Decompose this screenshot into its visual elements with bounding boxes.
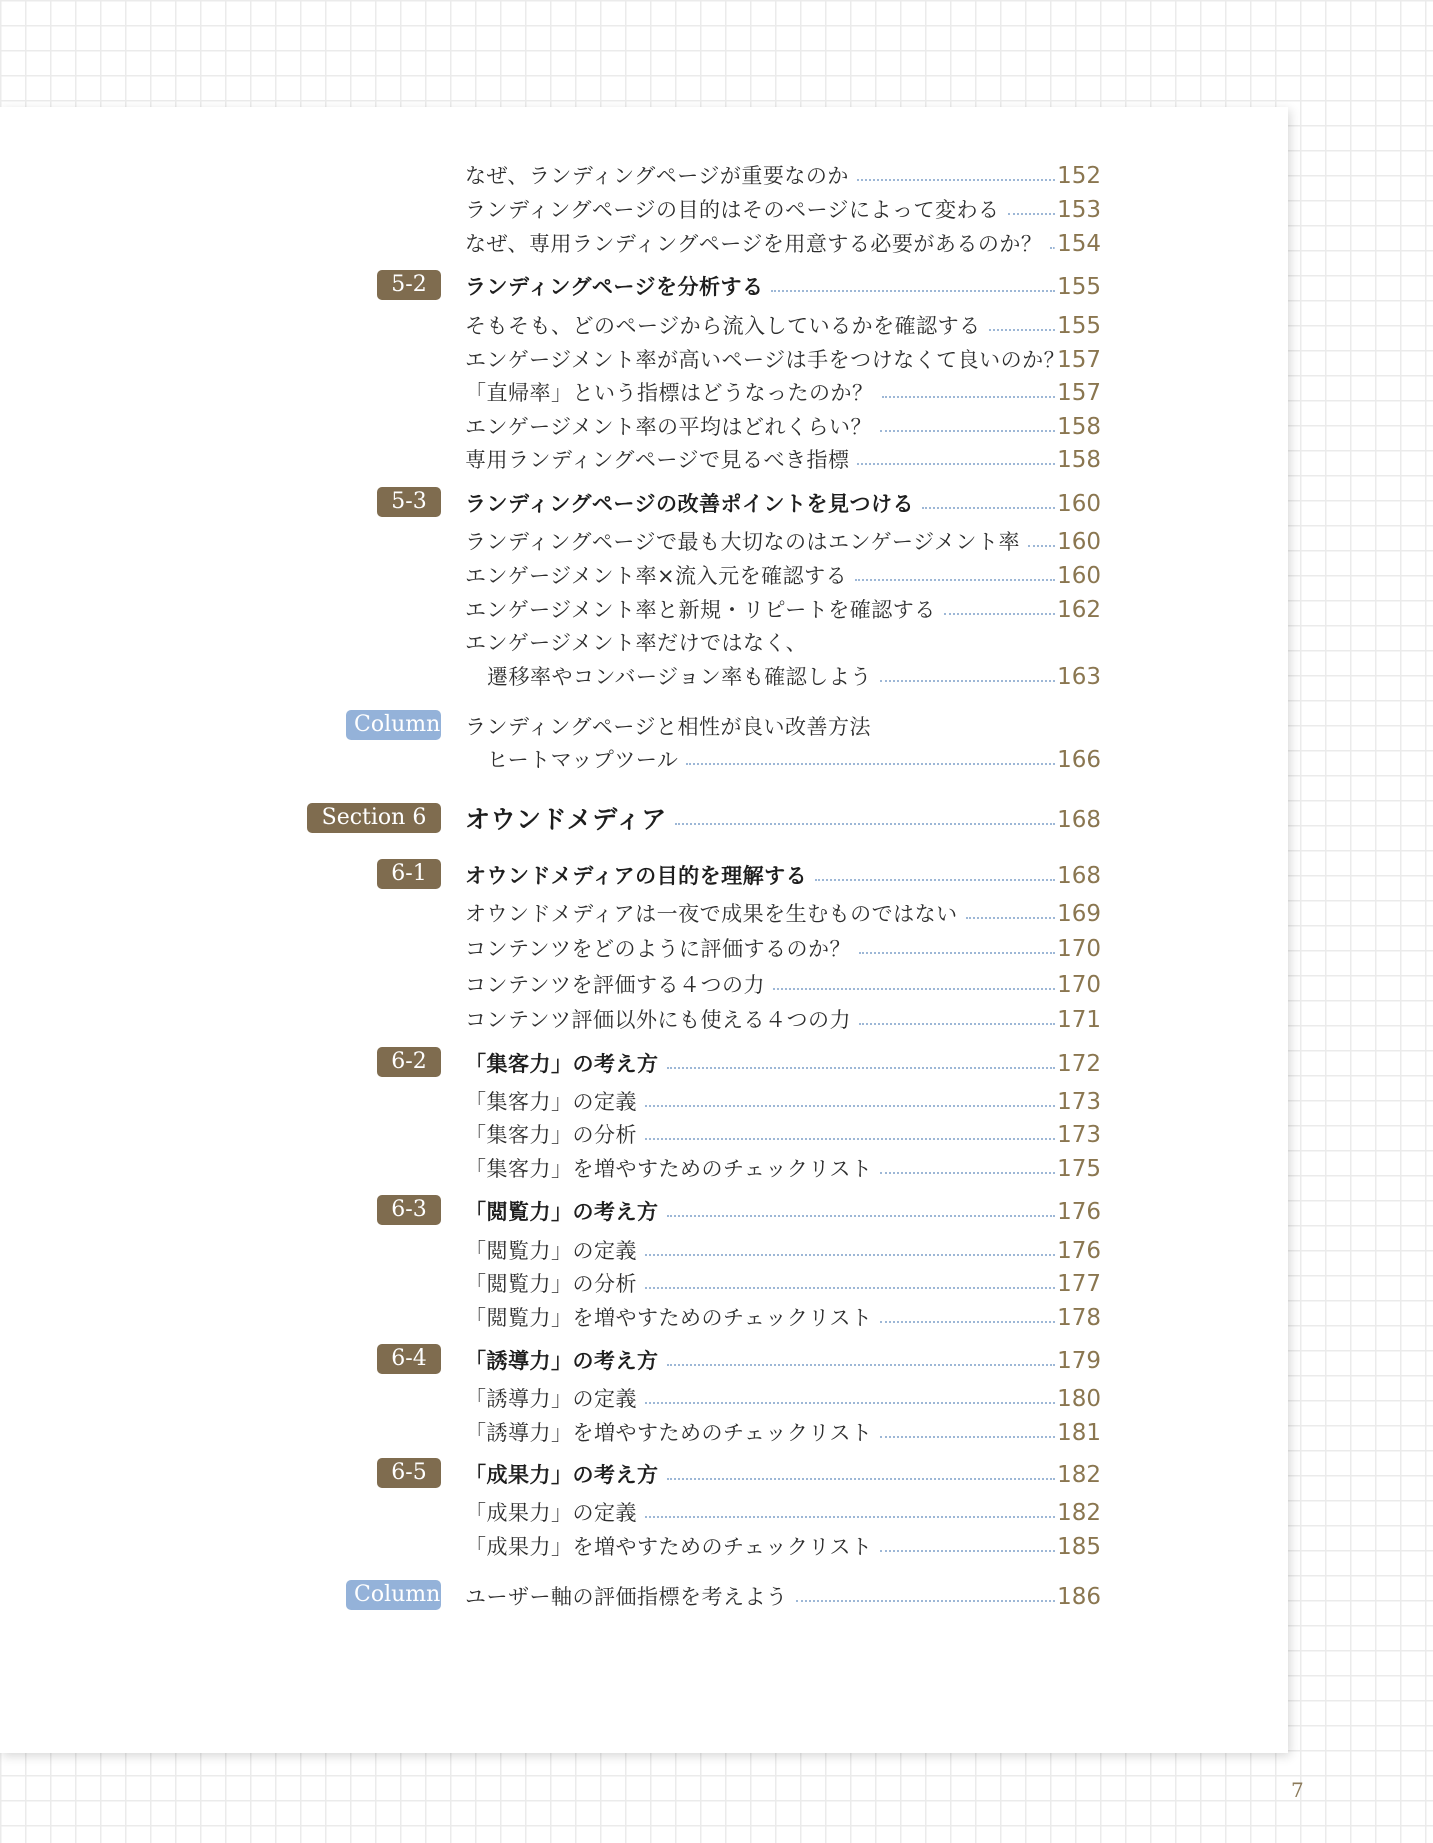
toc-entry-row xyxy=(0,376,1288,410)
toc-entry-title: 「成果力」の定義 xyxy=(465,1501,637,1525)
toc-entry-row xyxy=(0,227,1288,261)
dot-leader xyxy=(859,1023,1055,1025)
dot-leader xyxy=(675,823,1055,825)
toc-page-number: 177 xyxy=(1057,1271,1101,1297)
toc-page-number: 166 xyxy=(1057,747,1101,773)
dot-leader xyxy=(667,1478,1055,1480)
dot-leader xyxy=(882,396,1055,398)
toc-entry-title: エンゲージメント率と新規・リピートを確認する xyxy=(465,598,936,622)
toc-entry-row xyxy=(0,1301,1288,1335)
toc-entry-title: ランディングページを分析する xyxy=(465,275,764,299)
toc-page-number: 176 xyxy=(1057,1199,1101,1225)
dot-leader xyxy=(1008,213,1055,215)
dot-leader xyxy=(773,988,1055,990)
toc-entry-title: エンゲージメント率×流入元を確認する xyxy=(465,564,848,588)
toc-heading-row xyxy=(0,487,1288,521)
toc-page-number: 154 xyxy=(1057,231,1101,257)
chapter-number-badge: 6-1 xyxy=(377,859,441,889)
toc-heading-row xyxy=(0,859,1288,893)
toc-page-number: 162 xyxy=(1057,597,1101,623)
toc-entry-title: 専用ランディングページで見るべき指標 xyxy=(465,448,850,472)
toc-entry-title: なぜ、専用ランディングページを用意する必要があるのか？ xyxy=(465,232,1043,256)
dot-leader xyxy=(815,879,1055,881)
table-of-contents xyxy=(0,107,1288,1753)
toc-entry-title: 「集客力」の定義 xyxy=(465,1090,637,1114)
toc-page-number: 155 xyxy=(1057,274,1101,300)
toc-entry-row xyxy=(0,626,1288,660)
toc-entry-row xyxy=(0,559,1288,593)
chapter-number-badge: 6-3 xyxy=(377,1195,441,1225)
toc-entry-row xyxy=(0,1085,1288,1119)
toc-entry-title: コンテンツをどのように評価するのか？ xyxy=(465,937,851,961)
toc-page-number: 171 xyxy=(1057,1007,1101,1033)
toc-page-number: 163 xyxy=(1057,664,1101,690)
dot-leader xyxy=(645,1516,1055,1518)
toc-entry-title: ヒートマップツール xyxy=(487,748,679,772)
toc-entry-title: 「集客力」の分析 xyxy=(465,1123,637,1147)
toc-entry-row xyxy=(0,309,1288,343)
toc-entry-title: エンゲージメント率の平均はどれくらい？ xyxy=(465,415,873,439)
toc-page-number: 152 xyxy=(1057,163,1101,189)
toc-entry-row xyxy=(0,743,1288,777)
toc-page-number: 176 xyxy=(1057,1238,1101,1264)
dot-leader xyxy=(667,1067,1055,1069)
dot-leader xyxy=(645,1105,1055,1107)
toc-entry-row xyxy=(0,1003,1288,1037)
toc-entry-title: 「閲覧力」の分析 xyxy=(465,1272,637,1296)
toc-page-number: 182 xyxy=(1057,1500,1101,1526)
toc-entry-row xyxy=(0,1530,1288,1564)
toc-heading-row xyxy=(0,1047,1288,1081)
toc-page-number: 185 xyxy=(1057,1534,1101,1560)
chapter-number-badge: 5-2 xyxy=(377,270,441,300)
page-number: 7 xyxy=(1291,1778,1304,1802)
dot-leader xyxy=(880,680,1055,682)
toc-entry-title: ランディングページの目的はそのページによって変わる xyxy=(465,198,1000,222)
toc-page-number: 173 xyxy=(1057,1089,1101,1115)
toc-heading-row xyxy=(0,1195,1288,1229)
toc-entry-title: エンゲージメント率が高いページは手をつけなくて良いのか？ xyxy=(465,348,1066,372)
toc-entry-row xyxy=(0,1496,1288,1530)
dot-leader xyxy=(645,1254,1055,1256)
dot-leader xyxy=(880,1172,1055,1174)
toc-page-number: 181 xyxy=(1057,1420,1101,1446)
toc-heading-row xyxy=(0,1458,1288,1492)
toc-page-number: 160 xyxy=(1057,529,1101,555)
toc-entry-row xyxy=(0,410,1288,444)
book-page xyxy=(0,107,1288,1753)
toc-entry-title: オウンドメディア xyxy=(465,805,667,834)
toc-page-number: 169 xyxy=(1057,901,1101,927)
dot-leader xyxy=(645,1402,1055,1404)
toc-page-number: 157 xyxy=(1057,347,1101,373)
toc-entry-row xyxy=(0,1416,1288,1450)
toc-page-number: 170 xyxy=(1057,972,1101,998)
dot-leader xyxy=(944,613,1055,615)
toc-entry-row xyxy=(0,968,1288,1002)
toc-page-number: 173 xyxy=(1057,1122,1101,1148)
toc-entry-title: そもそも、どのページから流入しているかを確認する xyxy=(465,314,981,338)
toc-entry-row xyxy=(0,343,1288,377)
chapter-number-badge: 6-5 xyxy=(377,1458,441,1488)
toc-heading-row xyxy=(0,1344,1288,1378)
toc-page-number: 178 xyxy=(1057,1305,1101,1331)
toc-entry-title: ユーザー軸の評価指標を考えよう xyxy=(465,1585,788,1609)
dot-leader xyxy=(645,1287,1055,1289)
dot-leader xyxy=(855,579,1055,581)
toc-entry-title: 「誘導力」を増やすためのチェックリスト xyxy=(465,1421,873,1445)
dot-leader xyxy=(880,1550,1055,1552)
toc-entry-row xyxy=(0,932,1288,966)
dot-leader xyxy=(1050,247,1055,249)
toc-page-number: 158 xyxy=(1057,447,1101,473)
toc-page-number: 180 xyxy=(1057,1386,1101,1412)
toc-page-number: 155 xyxy=(1057,313,1101,339)
chapter-number-badge: 6-4 xyxy=(377,1344,441,1374)
toc-entry-title: 「閲覧力」を増やすためのチェックリスト xyxy=(465,1306,873,1330)
dot-leader xyxy=(667,1364,1055,1366)
toc-entry-row xyxy=(0,660,1288,694)
dot-leader xyxy=(880,1321,1055,1323)
toc-entry-row xyxy=(0,1267,1288,1301)
toc-entry-row xyxy=(0,193,1288,227)
chapter-number-badge: 5-3 xyxy=(377,487,441,517)
toc-page-number: 175 xyxy=(1057,1156,1101,1182)
toc-entry-row xyxy=(0,1234,1288,1268)
toc-page-number: 153 xyxy=(1057,197,1101,223)
dot-leader xyxy=(859,952,1055,954)
toc-page-number: 160 xyxy=(1057,563,1101,589)
toc-entry-row xyxy=(0,897,1288,931)
toc-entry-row xyxy=(0,1118,1288,1152)
toc-page-number: 168 xyxy=(1057,863,1101,889)
toc-entry-title: 「集客力」の考え方 xyxy=(465,1052,659,1076)
toc-page-number: 172 xyxy=(1057,1051,1101,1077)
toc-entry-row xyxy=(0,1382,1288,1416)
dot-leader xyxy=(645,1138,1055,1140)
toc-heading-row xyxy=(0,803,1288,837)
dot-leader xyxy=(667,1215,1055,1217)
toc-page-number: 170 xyxy=(1057,936,1101,962)
toc-entry-title: オウンドメディアは一夜で成果を生むものではない xyxy=(465,902,958,926)
dot-leader xyxy=(686,763,1055,765)
toc-entry-title: 遷移率やコンバージョン率も確認しよう xyxy=(487,665,872,689)
toc-entry-row xyxy=(0,443,1288,477)
toc-entry-title: オウンドメディアの目的を理解する xyxy=(465,864,808,888)
toc-page-number: 160 xyxy=(1057,491,1101,517)
toc-entry-title: コンテンツを評価する４つの力 xyxy=(465,973,765,997)
column-badge: Column xyxy=(346,710,441,740)
toc-entry-title: エンゲージメント率だけではなく、 xyxy=(465,631,808,655)
toc-page-number: 158 xyxy=(1057,414,1101,440)
toc-entry-title: 「誘導力」の考え方 xyxy=(465,1349,659,1373)
toc-page-number: 179 xyxy=(1057,1348,1101,1374)
toc-heading-row xyxy=(0,270,1288,304)
section-badge: Section 6 xyxy=(307,803,441,833)
dot-leader xyxy=(922,507,1055,509)
toc-entry-row xyxy=(0,159,1288,193)
dot-leader xyxy=(989,329,1055,331)
toc-page-number: 186 xyxy=(1057,1584,1101,1610)
dot-leader xyxy=(857,179,1055,181)
toc-entry-row xyxy=(0,525,1288,559)
dot-leader xyxy=(880,1436,1055,1438)
toc-entry-title: 「成果力」を増やすためのチェックリスト xyxy=(465,1535,873,1559)
toc-entry-title: 「直帰率」という指標はどうなったのか？ xyxy=(465,381,874,405)
toc-heading-row xyxy=(0,710,1288,744)
toc-entry-title: 「成果力」の考え方 xyxy=(465,1463,659,1487)
dot-leader xyxy=(796,1600,1055,1602)
toc-entry-title: 「閲覧力」の定義 xyxy=(465,1239,637,1263)
column-badge: Column xyxy=(346,1580,441,1610)
toc-entry-title: ランディングページで最も大切なのはエンゲージメント率 xyxy=(465,530,1021,554)
dot-leader xyxy=(1028,545,1055,547)
toc-entry-title: 「誘導力」の定義 xyxy=(465,1387,637,1411)
chapter-number-badge: 6-2 xyxy=(377,1047,441,1077)
toc-entry-row xyxy=(0,593,1288,627)
dot-leader xyxy=(880,430,1055,432)
toc-page-number: 182 xyxy=(1057,1462,1101,1488)
toc-entry-title: コンテンツ評価以外にも使える４つの力 xyxy=(465,1008,851,1032)
toc-heading-row xyxy=(0,1580,1288,1614)
toc-page-number: 157 xyxy=(1057,380,1101,406)
toc-entry-title: 「閲覧力」の考え方 xyxy=(465,1200,659,1224)
toc-entry-title: ランディングページの改善ポイントを見つける xyxy=(465,492,914,516)
dot-leader xyxy=(857,463,1055,465)
toc-entry-title: ランディングページと相性が良い改善方法 xyxy=(465,715,871,739)
toc-entry-title: 「集客力」を増やすためのチェックリスト xyxy=(465,1157,873,1181)
toc-entry-title: なぜ、ランディングページが重要なのか xyxy=(465,164,849,188)
toc-page-number: 168 xyxy=(1057,807,1101,833)
dot-leader xyxy=(966,917,1055,919)
dot-leader xyxy=(771,290,1055,292)
toc-entry-row xyxy=(0,1152,1288,1186)
